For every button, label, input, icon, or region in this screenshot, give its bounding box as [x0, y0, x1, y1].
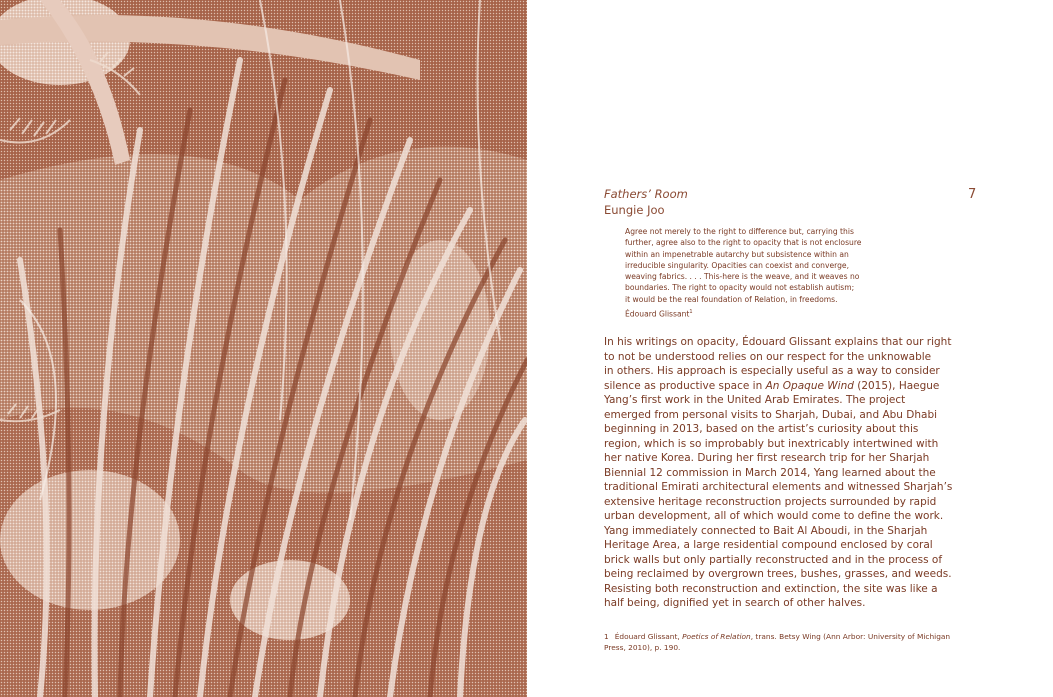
footnote-reference[interactable]: 1	[689, 309, 693, 316]
body-line: region, which is so improbably but inextricably intertwined with	[604, 437, 939, 450]
body-line: in others. His approach is especially useful as a way to consider	[604, 365, 940, 377]
footnote-number: 1	[604, 632, 609, 641]
body-line: being reclaimed by overgrown trees, bushes, grasses, and weeds.	[604, 568, 952, 580]
body-line: beginning in 2013, based on the artist’s curiosity about this	[604, 423, 919, 435]
epigraph-line: within an impenetrable autarchy but subsistence within an	[625, 249, 849, 259]
body-line: her native Korea. During her first research trip for her Sharjah	[604, 452, 930, 464]
body-line: emerged from personal visits to Sharjah, Dubai, and Abu Dhabi	[604, 408, 938, 421]
footnote-text: , trans. Betsy Wing (Ann Arbor: University of Michigan	[750, 632, 951, 641]
body-line: Biennial 12 commission in March 2014, Yang learned about the	[604, 466, 936, 479]
body-line: In his writings on opacity, Édouard Glissant explains that our right	[604, 336, 952, 348]
body-line: Yang’s first work in the United Arab Emirates. The project	[604, 394, 906, 406]
footnote-text: Édouard Glissant,	[614, 632, 683, 641]
body-line	[604, 379, 954, 394]
epigraph	[625, 226, 905, 320]
epigraph-line: boundaries. The right to opacity would not establish autism;	[625, 283, 855, 293]
body-line: Yang immediately connected to Bait Al Aboudi, in the Sharjah	[604, 524, 928, 537]
epigraph-author: Édouard Glissant	[625, 309, 690, 319]
artwork-title: An Opaque Wind	[765, 379, 854, 392]
footnote-book-title: Poetics of Relation	[682, 632, 751, 641]
body-line: Resisting both reconstruction and extinction, the site was like a	[604, 582, 938, 595]
body-text-run: (2015), Haegue	[853, 379, 940, 392]
body-paragraph	[604, 335, 954, 611]
text-page	[527, 0, 1053, 697]
chapter-title: Fathers’ Room	[604, 187, 688, 201]
body-line: half being, dignified yet in search of other halves.	[604, 597, 866, 609]
page-number: 7	[968, 187, 977, 202]
author-name: Eungie Joo	[604, 203, 665, 217]
footnote	[604, 632, 964, 653]
epigraph-line: Agree not merely to the right to difference but, carrying this	[625, 227, 854, 236]
epigraph-attribution	[625, 307, 905, 320]
body-text-run: silence as productive space in	[604, 379, 766, 392]
footnote-line	[604, 632, 964, 643]
epigraph-line: further, agree also to the right to opacity that is not enclosure	[625, 238, 862, 248]
body-line: urban development, all of which would come to define the work.	[604, 510, 944, 522]
footnote-line: Press, 2010), p. 190.	[604, 642, 681, 652]
body-line: to not be understood relies on our respect for the unknowable	[604, 350, 932, 363]
epigraph-line: weaving fabrics. . . . This-here is the weave, and it weaves no	[625, 272, 860, 282]
body-line: Heritage Area, a large residential compound enclosed by coral	[604, 539, 933, 551]
epigraph-line: it would be the real foundation of Relation, in freedoms.	[625, 294, 838, 304]
body-line: traditional Emirati architectural elements and witnessed Sharjah’s	[604, 481, 953, 493]
epigraph-line: irreducible singularity. Opacities can coexist and converge,	[625, 260, 850, 270]
body-line: brick walls but only partially reconstructed and in the process of	[604, 553, 943, 566]
body-line: extensive heritage reconstruction projects surrounded by rapid	[604, 495, 937, 508]
